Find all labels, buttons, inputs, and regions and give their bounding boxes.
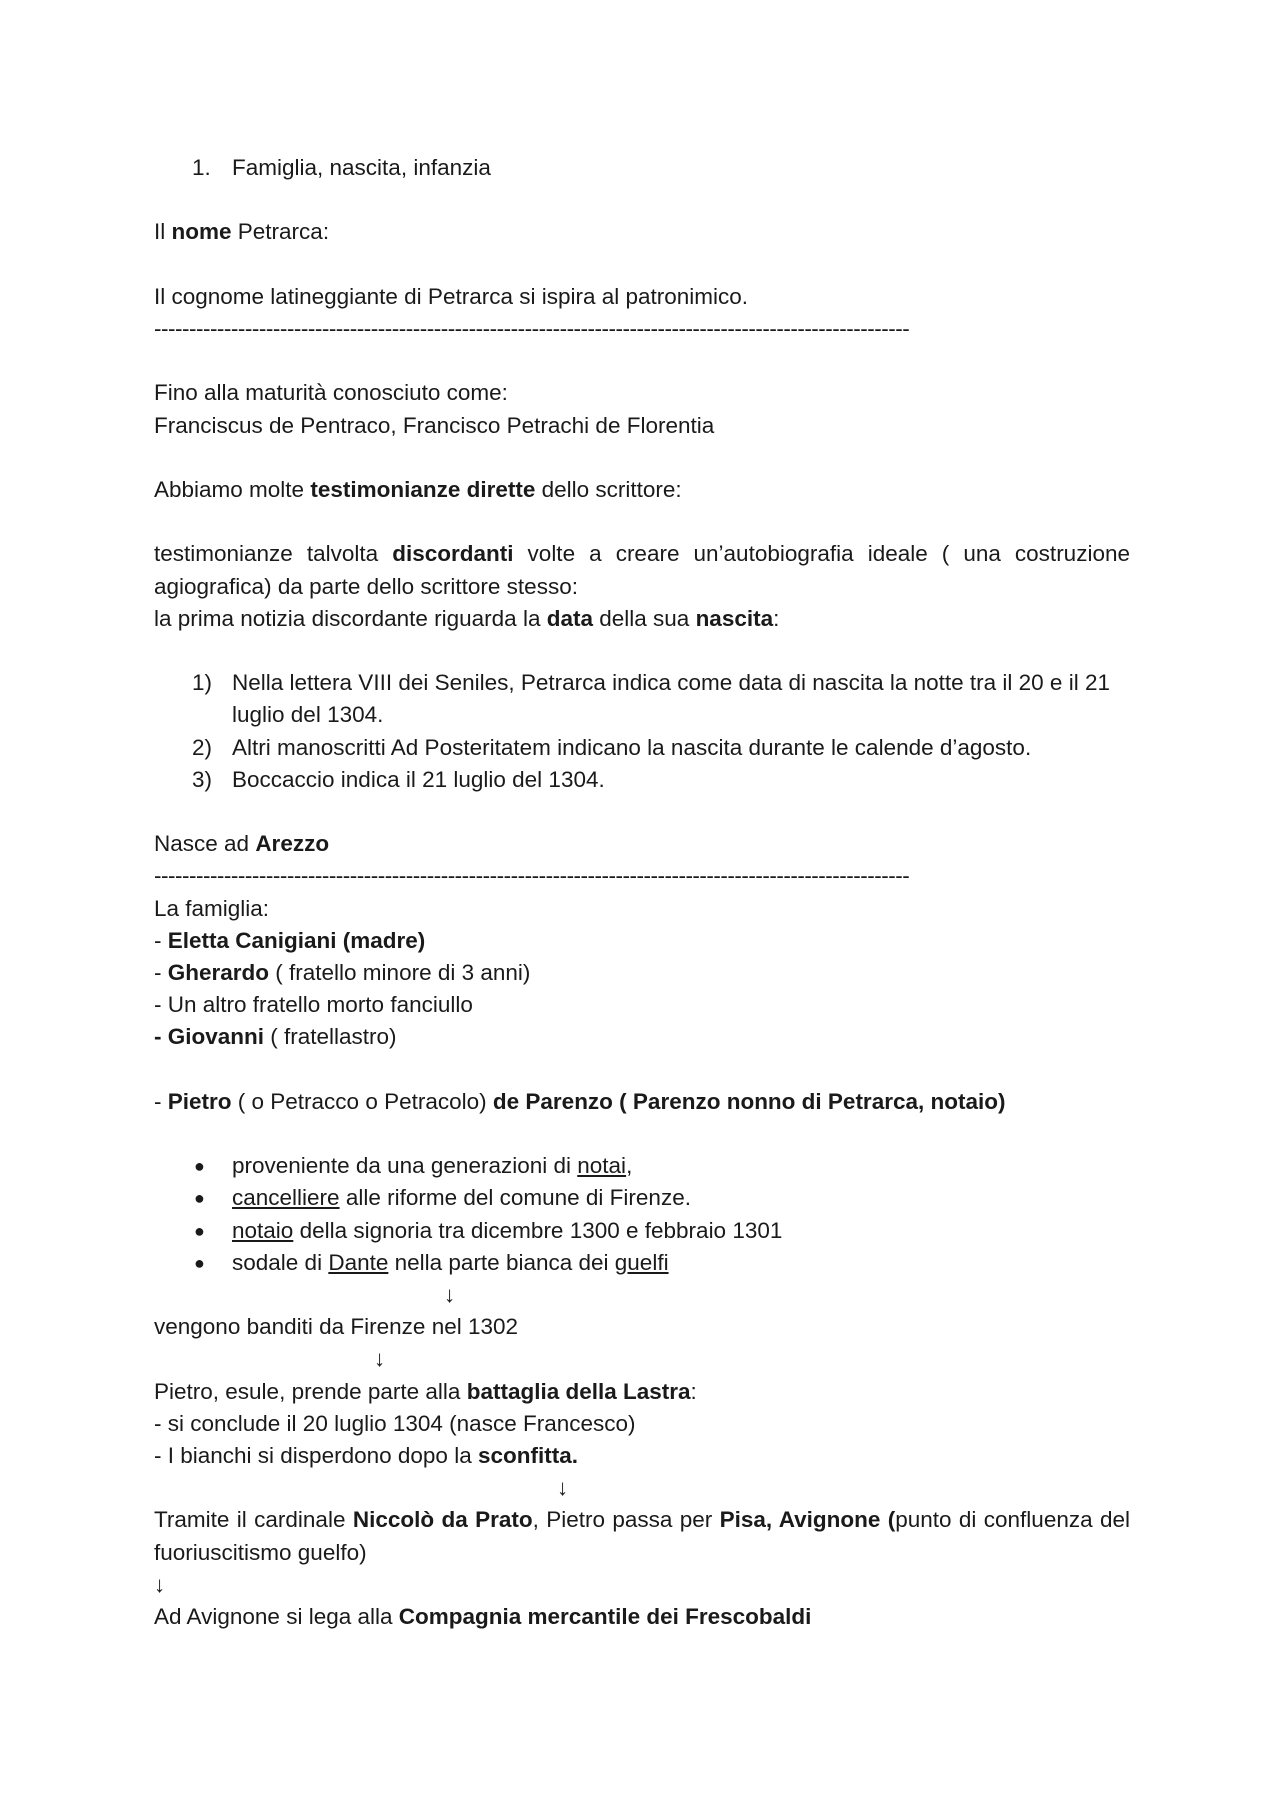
family-giovanni-note: ( fratellastro) <box>264 1024 397 1050</box>
banditi-line: vengono banditi da Firenze nel 1302 <box>154 1314 519 1340</box>
pietro-name: Pietro <box>167 1088 232 1114</box>
prima-t2: della sua <box>592 605 696 631</box>
underlined-term: notaio <box>232 1217 294 1243</box>
heading-text: Famiglia, nascita, infanzia <box>232 155 491 180</box>
conclude-line: - si conclude il 20 luglio 1304 (nasce Francesco) <box>154 1410 636 1436</box>
numbered-list <box>154 667 1130 796</box>
family-altro: - Un altro fratello morto fanciullo <box>154 992 473 1018</box>
abbiamo-post: dello scrittore: <box>535 476 682 502</box>
fino-line-1: Fino alla maturità conosciuto come: <box>154 380 508 406</box>
testimonianze-paragraph <box>154 538 1130 602</box>
bullet-text: proveniente da una generazioni di <box>232 1153 578 1179</box>
lastra-post: : <box>690 1378 697 1404</box>
tramite-places: Pisa, Avignone ( <box>719 1507 896 1533</box>
bullet-item <box>154 1215 1130 1247</box>
pietro-dash: - <box>154 1088 168 1114</box>
divider-rule: ------------------------------------------------------------------------------------------------------------ <box>154 863 910 889</box>
document-body <box>154 152 1130 1633</box>
arrow-down-icon: ↓ <box>444 1281 456 1307</box>
prima-bold-nascita: nascita <box>695 605 774 631</box>
prima-t1: la prima notizia discordante riguarda la <box>154 605 547 631</box>
numbered-marker: 3) <box>192 766 213 792</box>
numbered-item <box>154 732 1130 764</box>
family-giovanni <box>154 1021 1130 1053</box>
bullet-item <box>154 1150 1130 1182</box>
nome-post: Petrarca: <box>231 219 330 245</box>
arrow-down-icon: ↓ <box>374 1346 386 1372</box>
pietro-parenzo: de Parenzo ( Parenzo nonno di Petrarca, notaio) <box>492 1088 1006 1114</box>
bullet-item <box>154 1182 1130 1214</box>
prima-t3: : <box>773 605 780 631</box>
prima-bold-data: data <box>546 605 593 631</box>
bullet-icon: ● <box>194 1156 205 1177</box>
tramite-t3: punto di confluenza del fuoriuscitismo guelfo) <box>154 1507 1130 1565</box>
heading-number: 1. <box>192 155 211 180</box>
nome-bold: nome <box>171 219 232 245</box>
numbered-item <box>154 667 1130 731</box>
bianchi-pre: - I bianchi si disperdono dopo la <box>154 1442 478 1468</box>
abbiamo-pre: Abbiamo molte <box>154 476 311 502</box>
numbered-marker: 1) <box>192 670 213 696</box>
numbered-item <box>154 764 1130 796</box>
avignone-bold: Compagnia mercantile dei Frescobaldi <box>398 1604 812 1629</box>
pietro-aliases: ( o Petracco o Petracolo) <box>231 1088 493 1114</box>
arrow-down-icon: ↓ <box>154 1571 166 1597</box>
section-heading <box>154 152 1130 184</box>
avignone-line <box>154 1601 1130 1633</box>
tramite-t2: , Pietro passa per <box>532 1507 720 1533</box>
numbered-text: Nella lettera VIII dei Seniles, Petrarca indica come data di nascita la notte tra il 20 e il 21 luglio del 1304. <box>232 670 1110 728</box>
family-eletta-name: Eletta Canigiani (madre) <box>167 927 426 953</box>
nasce-line <box>154 828 1130 860</box>
testimonianze-t2: volte a creare un’autobiografia ideale ( una costruzione agiografica) da parte dello scrittore stesso: <box>154 541 1130 599</box>
family-eletta <box>154 925 1130 957</box>
famiglia-title: La famiglia: <box>154 895 270 921</box>
divider-rule: ------------------------------------------------------------------------------------------------------------ <box>154 315 910 341</box>
lastra-bold: battaglia della Lastra <box>466 1378 691 1404</box>
numbered-text: Altri manoscritti Ad Posteritatem indicano la nascita durante le calende d’agosto. <box>232 734 1032 760</box>
avignone-pre: Ad Avignone si lega alla <box>154 1604 399 1629</box>
underlined-term: notai <box>577 1153 627 1179</box>
pietro-line <box>154 1086 1130 1118</box>
abbiamo-line <box>154 474 1130 506</box>
lastra-line <box>154 1376 1130 1408</box>
family-dash: - <box>154 927 168 953</box>
tramite-t1: Tramite il cardinale <box>154 1507 353 1533</box>
bullet-text: nella parte bianca dei <box>388 1249 615 1275</box>
bullet-item <box>154 1247 1130 1279</box>
bullet-text: della signoria tra dicembre 1300 e febbraio 1301 <box>293 1217 783 1243</box>
prima-line <box>154 603 1130 635</box>
family-gherardo-name: Gherardo <box>167 959 270 985</box>
fino-line-2: Franciscus de Pentraco, Francisco Petrachi de Florentia <box>154 412 715 438</box>
underlined-term: Dante <box>328 1249 389 1275</box>
bullet-icon: ● <box>194 1252 205 1273</box>
family-gherardo-note: ( fratello minore di 3 anni) <box>269 959 531 985</box>
testimonianze-bold: discordanti <box>392 541 514 567</box>
bullet-text: alle riforme del comune di Firenze. <box>339 1185 691 1211</box>
numbered-text: Boccaccio indica il 21 luglio del 1304. <box>232 766 605 792</box>
bianchi-bold: sconfitta. <box>477 1442 578 1468</box>
underlined-term: cancelliere <box>232 1185 340 1211</box>
bullet-text: , <box>626 1153 633 1179</box>
lastra-pre: Pietro, esule, prende parte alla <box>154 1378 467 1404</box>
nasce-bold: Arezzo <box>255 831 330 857</box>
family-dash: - <box>154 959 168 985</box>
family-gherardo <box>154 957 1130 989</box>
abbiamo-bold: testimonianze dirette <box>310 476 536 502</box>
nasce-pre: Nasce ad <box>154 831 256 857</box>
bullet-icon: ● <box>194 1188 205 1209</box>
bullet-list <box>154 1150 1130 1279</box>
section-heading-item <box>154 152 1130 184</box>
bianchi-line <box>154 1440 1130 1472</box>
tramite-paragraph <box>154 1504 1130 1568</box>
bullet-icon: ● <box>194 1220 205 1241</box>
numbered-marker: 2) <box>192 734 213 760</box>
tramite-niccolo: Niccolò da Prato <box>352 1507 533 1533</box>
nome-line <box>154 216 1130 248</box>
nome-pre: Il <box>154 219 172 245</box>
arrow-down-icon: ↓ <box>557 1475 569 1501</box>
underlined-term: guelfi <box>614 1249 669 1275</box>
testimonianze-t1: testimonianze talvolta <box>154 541 393 567</box>
family-giovanni-name: - Giovanni <box>154 1024 265 1050</box>
cognome-line: Il cognome latineggiante di Petrarca si ispira al patronimico. <box>154 283 749 309</box>
bullet-text: sodale di <box>232 1249 329 1275</box>
